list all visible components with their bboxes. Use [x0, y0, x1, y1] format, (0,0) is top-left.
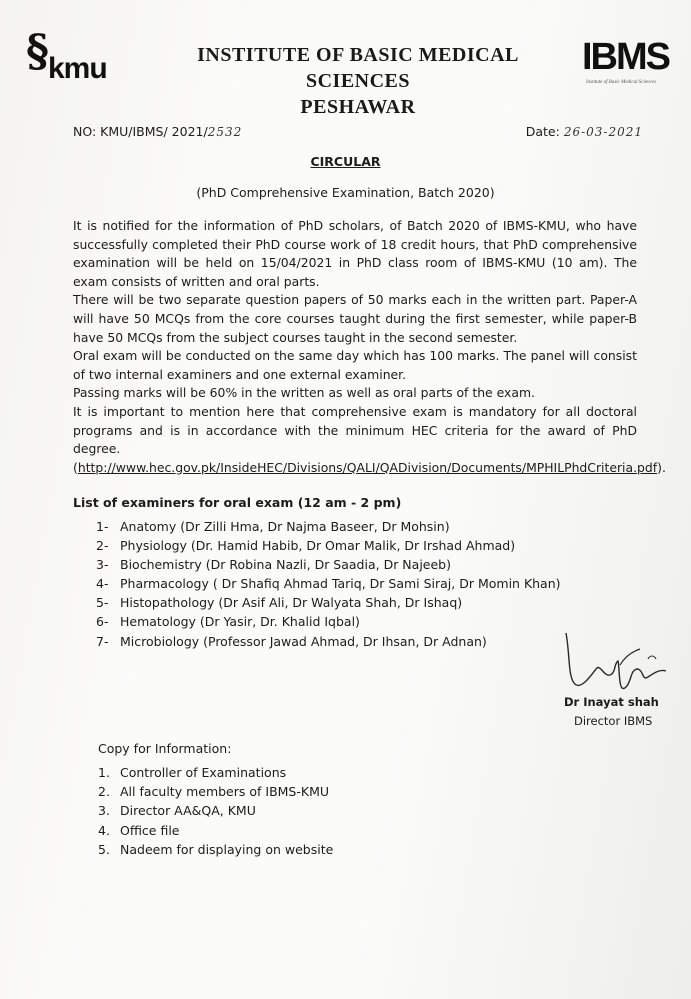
list-item-text: Pharmacology ( Dr Shafiq Ahmad Tariq, Dr Sami Siraj, Dr Momin Khan)	[120, 576, 561, 592]
handwritten-signature	[560, 625, 670, 705]
list-item-number: 5.	[98, 841, 110, 857]
paragraph-announcement: It is notified for the information of PhD scholars, of Batch 2020 of IBMS-KMU, who have successfully completed their PhD course work of 18 credit hours, that PhD comprehensive examination will be held on 15/04/2021 in PhD class room of IBMS-KMU (10 am). The exam consists of written and oral parts.	[73, 218, 637, 289]
list-item-text: Histopathology (Dr Asif Ali, Dr Walyata Shah, Dr Ishaq)	[120, 595, 463, 611]
document-subtitle: (PhD Comprehensive Examination, Batch 2020)	[196, 185, 495, 200]
kmu-logo	[20, 26, 130, 90]
list-item	[98, 763, 333, 782]
paragraph-oral-exam: Oral exam will be conducted on the same day which has 100 marks. The panel will consist of two internal examiners and one external examiner.	[73, 348, 637, 382]
list-item-number: 3.	[98, 803, 110, 819]
examiners-heading: List of examiners for oral exam (12 am - 2 pm)	[73, 495, 402, 510]
signature-block	[560, 625, 670, 735]
list-item-number: 5-	[96, 595, 109, 611]
reference-number-handwritten: 2532	[207, 125, 243, 139]
reference-number-label: NO: KMU/IBMS/ 2021/	[73, 124, 208, 139]
list-item	[96, 555, 596, 574]
list-item-text: Controller of Examinations	[120, 765, 287, 780]
list-item-text: Biochemistry (Dr Robina Nazli, Dr Saadia, Dr Najeeb)	[120, 557, 451, 573]
examiners-list	[96, 517, 596, 651]
ibms-logo-text: IBMS	[582, 36, 669, 78]
list-item-number: 1.	[98, 765, 110, 780]
signatory-name: Dr Inayat shah	[564, 695, 659, 709]
list-item-number: 7-	[96, 633, 109, 649]
list-item	[98, 782, 333, 801]
list-item-text: Physiology (Dr. Hamid Habib, Dr Omar Malik, Dr Irshad Ahmad)	[120, 538, 516, 554]
list-item-text: Anatomy (Dr Zilli Hma, Dr Najma Baseer, Dr Mohsin)	[120, 519, 450, 534]
list-item	[96, 517, 596, 536]
list-item-number: 3-	[96, 557, 109, 573]
reference-date	[526, 124, 643, 139]
list-item	[98, 801, 333, 820]
list-item	[96, 574, 596, 593]
list-item-number: 4-	[96, 576, 109, 592]
copy-heading: Copy for Information:	[98, 741, 232, 756]
paragraph-passing-marks: Passing marks will be 60% in the written as well as oral parts of the exam.	[73, 385, 535, 401]
list-item-number: 4.	[98, 822, 110, 838]
list-item-number: 2.	[98, 784, 110, 800]
list-item-text: Office file	[120, 822, 180, 838]
document-title: CIRCULAR	[310, 154, 381, 169]
kmu-logo-text: kmu	[48, 52, 107, 85]
copy-list	[98, 763, 333, 859]
list-item-text: Nadeem for displaying on website	[120, 841, 334, 857]
paragraph-hec-criteria: It is important to mention here that comprehensive exam is mandatory for all doctoral programs and is in accordance with the minimum HEC criteria for the award of PhD degree.	[73, 403, 637, 457]
date-handwritten: 26-03-2021	[563, 125, 643, 139]
signatory-title: Director IBMS	[574, 714, 653, 728]
list-item-number: 2-	[96, 538, 109, 554]
list-item-text: Director AA&QA, KMU	[120, 803, 256, 819]
institute-name-line2: PESHAWAR	[300, 96, 416, 118]
hec-link-paragraph: (http://www.hec.gov.pk/InsideHEC/Divisions/QALI/QADivision/Documents/MPHILPhdCriteria.pdf).	[73, 459, 666, 475]
institute-name	[148, 42, 568, 120]
list-item	[96, 536, 596, 555]
ibms-logo-tagline: Institute of Basic Medical Sciences	[586, 80, 656, 85]
list-item	[96, 593, 596, 612]
institute-name-line1: INSTITUTE OF BASIC MEDICAL SCIENCES	[197, 44, 519, 92]
caduceus-icon: §	[26, 26, 50, 77]
reference-number	[73, 124, 242, 139]
list-item-number: 6-	[96, 614, 109, 630]
ibms-logo	[582, 38, 677, 93]
hec-criteria-link[interactable]: http://www.hec.gov.pk/InsideHEC/Divisions/QALI/QADivision/Documents/MPHILPhdCriteria.pdf	[77, 459, 658, 475]
date-label: Date:	[525, 124, 560, 139]
list-item	[98, 840, 333, 859]
paragraph-written-part: There will be two separate question papers of 50 marks each in the written part. Paper-A will have 50 MCQs from the core courses taught during the first semester, while paper-B have 50 MCQs from the subject courses taught in the second semester.	[73, 292, 637, 345]
list-item-text: Hematology (Dr Yasir, Dr. Khalid Iqbal)	[120, 614, 360, 630]
circular-body	[73, 217, 666, 477]
list-item	[98, 821, 333, 840]
list-item-text: All faculty members of IBMS-KMU	[120, 784, 330, 800]
list-item	[96, 612, 596, 631]
letterhead	[20, 26, 685, 118]
list-item-number: 1-	[96, 519, 109, 534]
list-item-text: Microbiology (Professor Jawad Ahmad, Dr Ihsan, Dr Adnan)	[120, 633, 487, 649]
list-item	[96, 632, 596, 651]
